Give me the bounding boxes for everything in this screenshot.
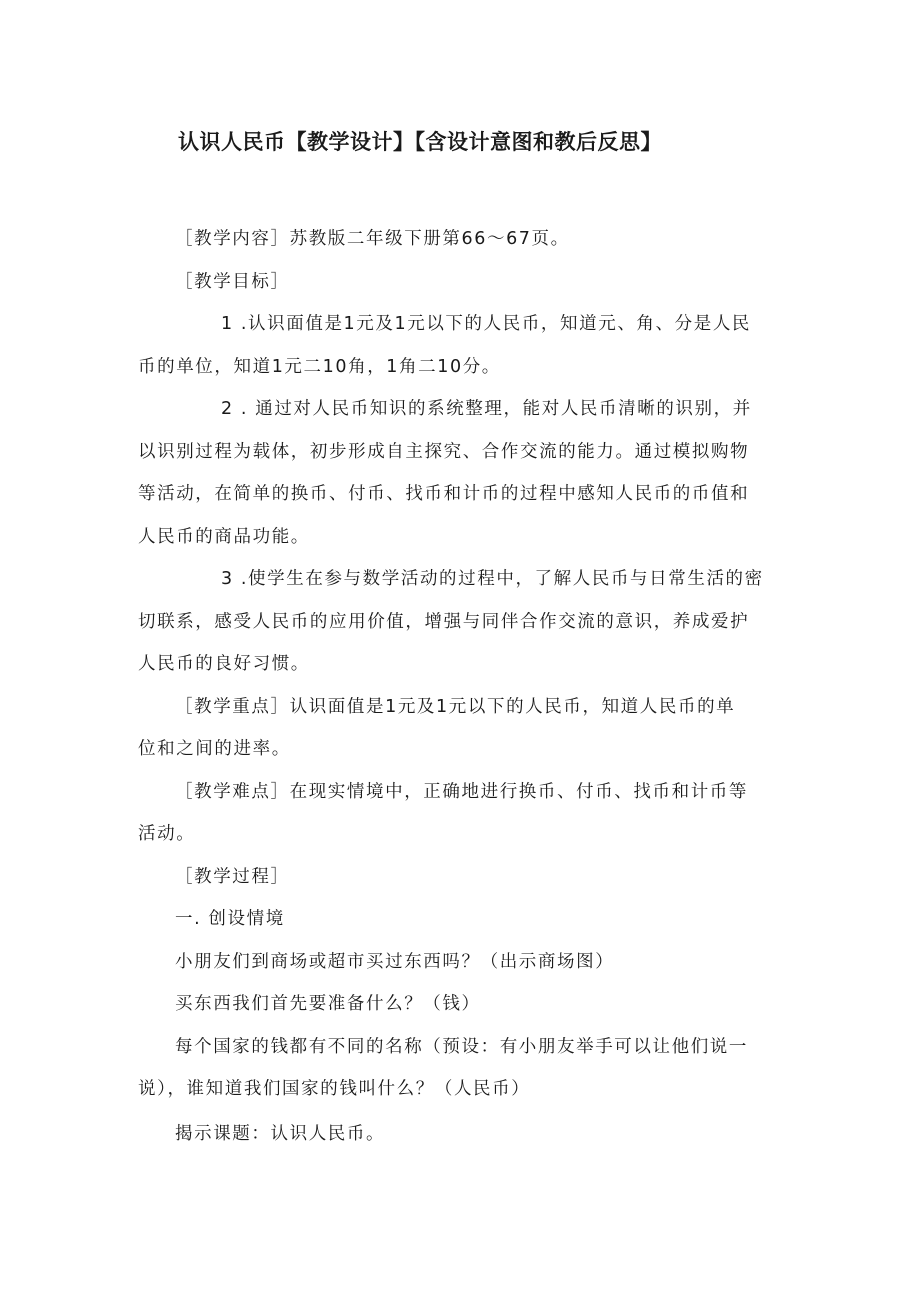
document-body (138, 218, 788, 1155)
reveal-topic-line: 揭示课题：认识人民币。 (175, 1123, 386, 1144)
difficulty-line-2: 活动。 (138, 824, 196, 844)
objective-2-line-4: 人民币的商品功能。 (138, 526, 310, 547)
teaching-content-label: ［教学内容］ (175, 229, 290, 249)
objective-2-line-3: 等活动，在简单的换币、付币、找币和计币的过程中感知人民币的币值和 (138, 484, 750, 504)
objective-1-line-1: 1 .认识面值是1元及1元以下的人民币，知道元、角、分是人民 (221, 314, 752, 334)
process-question-3-line-1: 每个国家的钱都有不同的名称（预设：有小朋友举手可以让他们说一 (175, 1036, 748, 1057)
teaching-objectives-label: ［教学目标］ (175, 271, 290, 292)
process-question-2: 买东西我们首先要准备什么？（钱） (175, 994, 481, 1014)
objective-3-line-3: 人民币的良好习惯。 (138, 654, 310, 674)
section-heading-1: 一. 创设情境 (175, 909, 285, 929)
teaching-content-text: 苏教版二年级下册第66〜67页。 (289, 229, 570, 249)
key-point-line-1: ［教学重点］认识面值是1元及1元以下的人民币，知道人民币的单 (175, 696, 736, 717)
objective-2-line-1: 2 . 通过对人民币知识的系统整理，能对人民币清晰的识别，并 (221, 399, 752, 419)
objective-2-line-2: 以识别过程为载体，初步形成自主探究、合作交流的能力。通过模拟购物 (138, 441, 750, 462)
teaching-content-line (138, 218, 788, 261)
key-point-line-2: 位和之间的进率。 (138, 739, 291, 759)
objective-3-line-1: 3 .使学生在参与数学活动的过程中，了解人民币与日常生活的密 (221, 569, 764, 589)
process-question-1: 小朋友们到商场或超市买过东西吗？（出示商场图） (175, 951, 615, 972)
teaching-process-label: ［教学过程］ (175, 866, 290, 887)
document-title: 认识人民币【教学设计】【含设计意图和教后反思】 (178, 130, 662, 154)
difficulty-line-1: ［教学难点］在现实情境中，正确地进行换币、付币、找币和计币等 (175, 781, 748, 802)
objective-1-line-2: 币的单位，知道1元二10角，1角二10分。 (138, 356, 501, 377)
objective-3-line-2: 切联系，感受人民币的应用价值，增强与同伴合作交流的意识，养成爱护 (138, 611, 750, 632)
process-question-3-line-2: 说），谁知道我们国家的钱叫什么？（人民币） (138, 1079, 531, 1099)
